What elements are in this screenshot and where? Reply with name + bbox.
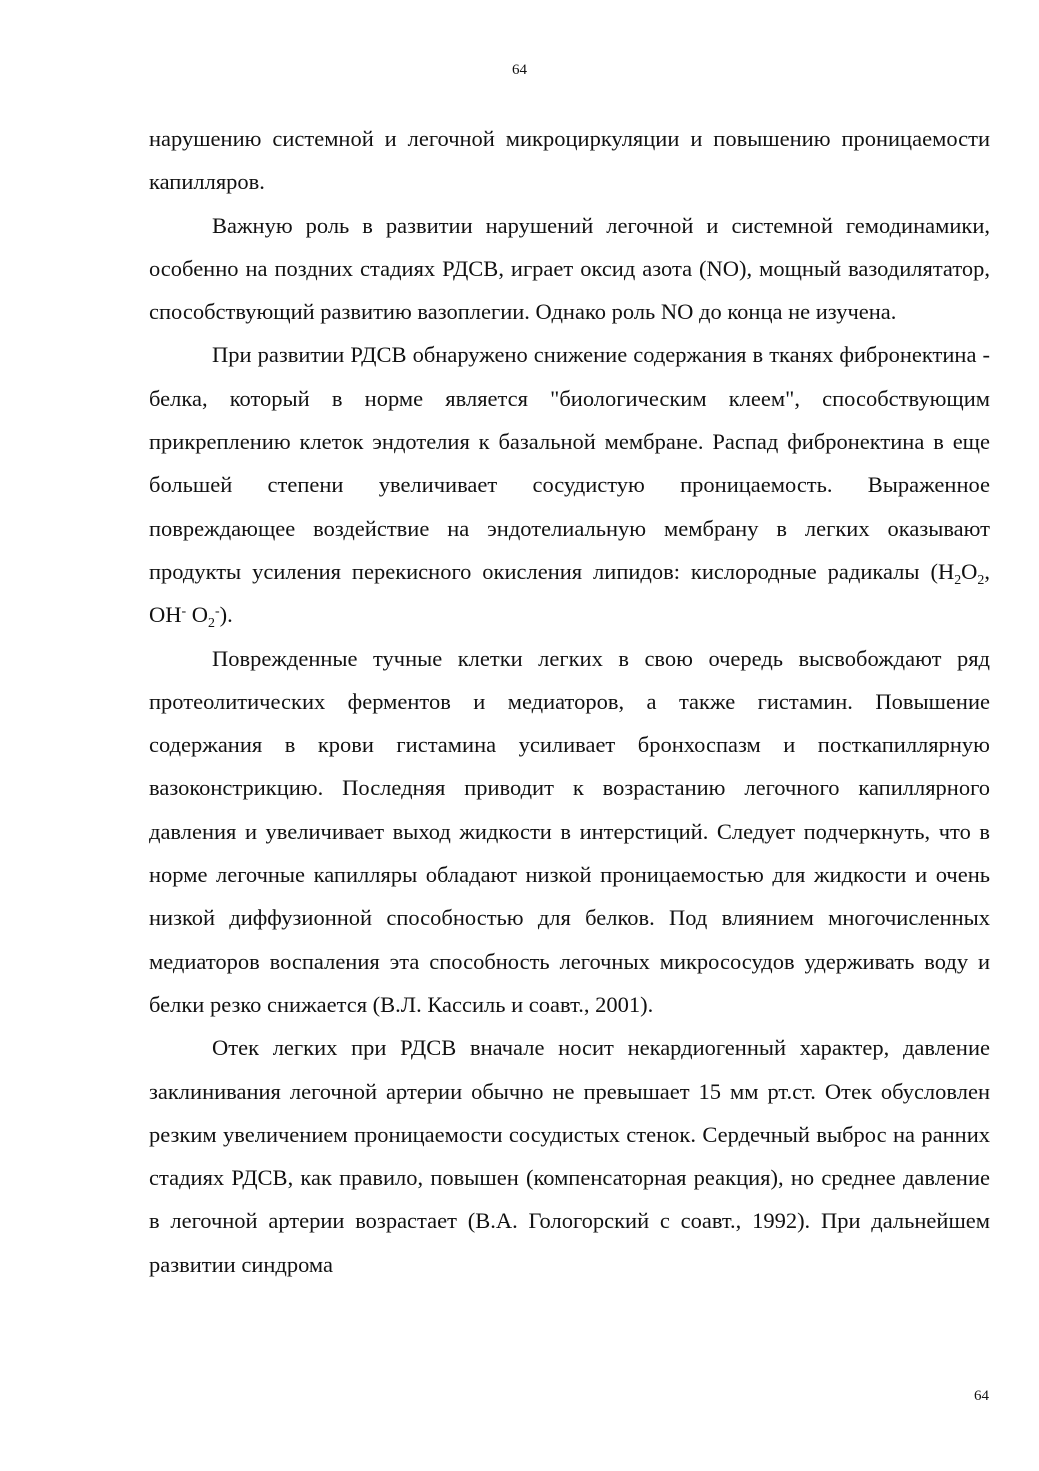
body-text [149, 117, 990, 1286]
paragraph-5: Отек легких при РДСВ вначале носит некардиогенный характер, давление заклинивания легочной артерии обычно не превышает 15 мм рт.ст. Отек обусловлен резким увеличением проницаемости сосудистых стенок. Сердечный выброс на ранних стадиях РДСВ, как правило, повышен (компенсаторная реакция), но среднее давление в легочной артерии возрастает (В.А. Гологорский с соавт., 1992). При дальнейшем развитии синдрома [149, 1035, 990, 1277]
page-number-bottom: 64 [974, 1388, 989, 1404]
paragraph-2: Важную роль в развитии нарушений легочной и системной гемодинамики, особенно на поздних стадиях РДСВ, играет оксид азота (NO), мощный вазодилятатор, способствующий развитию вазоплегии. Однако роль NO до конца не изучена. [149, 212, 990, 325]
formula: $H_2O_2$, OH- $O_2^-$ [149, 558, 990, 632]
paragraph-3-text: При развитии РДСВ обнаружено снижение содержания в тканях фибронектина - белка, который в норме является "биологическим клеем", способствующим прикреплению клеток эндотелия к базальной мембране. Распад фибронектина в еще большей степени увеличивает сосудистую проницаемость. Выраженное повреждающее воздействие на эндотелиальную мембрану в легких оказывают продукты усиления перекисного окисления липидов: кислородные радикалы ( [149, 342, 990, 584]
paragraph-3 [149, 333, 990, 636]
paragraph-4: Поврежденные тучные клетки легких в свою очередь высвобождают ряд протеолитических ферментов и медиаторов, а также гистамин. Повышение содержания в крови гистамина усиливает бронхоспазм и посткапиллярную вазоконстрикцию. Последняя приводит к возрастанию легочного капиллярного давления и увеличивает выход жидкости в интерстиций. Следует подчеркнуть, что в норме легочные капилляры обладают низкой проницаемостью для жидкости и очень низкой диффузионной способностью для белков. Под влиянием многочисленных медиаторов воспаления эта способность легочных микрососудов удерживать воду и белки резко снижается (В.Л. Кассиль и соавт., 2001). [149, 645, 990, 1017]
paragraph-3-tail: ). [219, 602, 233, 628]
paragraph-1: нарушению системной и легочной микроциркуляции и повышению проницаемости капилляров. [149, 126, 990, 195]
page-number-top: 64 [512, 62, 527, 78]
